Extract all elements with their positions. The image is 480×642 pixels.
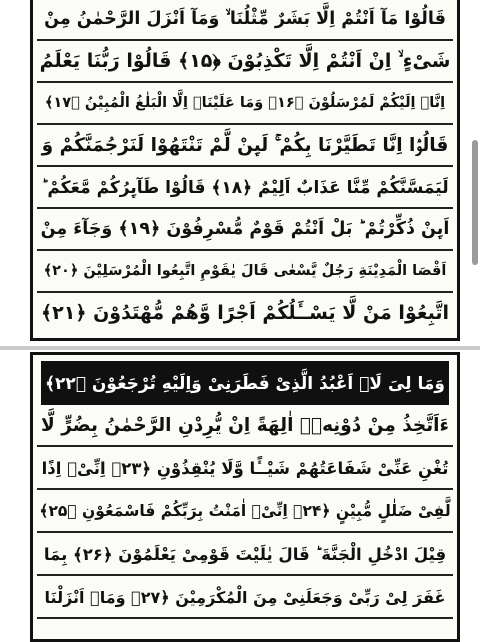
verse-line: قَالُوْا مَآ اَنْتُمْ اِلَّا بَشَرٌ مِّثْلُنَا ۙ وَمَآ اَنْزَلَ الرَّحْمٰنُ مِنْ [37, 0, 453, 41]
verse-line: تُغْنِ عَنِّیْ شَفَاعَتُهُمْ شَیْــًٔا وَّلَا یُنْقِذُوْنِ ﴿۲۳﴾ اِنِّیْۤ اِذًا [37, 448, 453, 490]
page-divider [0, 346, 480, 350]
verse-line: اتَّبِعُوْا مَنْ لَّا یَسْــَٔلُكُمْ اَجْرًا وَّهُمْ مُّهْتَدُوْنَ ﴿۲۱﴾ [41, 302, 449, 324]
verse-line: قِیْلَ ادْخُلِ الْجَنَّةَ ؕ قَالَ یٰلَیْتَ قَوْمِیْ یَعْلَمُوْنَ ﴿۲۶﴾ بِمَا [37, 534, 453, 576]
verse-line: غَفَرَ لِیْ رَبِّیْ وَجَعَلَنِیْ مِنَ الْمُكْرَمِیْنَ ﴿۲۷﴾ وَمَاۤ اَنْزَلْنَا [37, 577, 453, 619]
verse-line: قَالُوْۤا اِنَّا تَطَیَّرْنَا بِكُمْ ۚ لَىِٕنْ لَّمْ تَنْتَهُوْا لَنَرْجُمَنَّكُمْ وَ [37, 125, 453, 167]
verse-line: ءَاَتَّخِذُ مِنْ دُوْنِهٖۤ اٰلِهَةً اِنْ یُّرِدْنِ الرَّحْمٰنُ بِضُرٍّ لَّا [37, 405, 453, 447]
scrollbar-thumb[interactable] [472, 140, 478, 265]
top-page [30, 0, 460, 341]
verse-line: لَّفِیْ ضَلٰلٍ مُّبِیْنٍ ﴿۲۴﴾ اِنِّیْۤ اٰمَنْتُ بِرَبِّكُمْ فَاسْمَعُوْنِ ﴿۲۵﴾ [37, 491, 453, 533]
bottom-page [30, 352, 460, 642]
verse-banner: وَمَا لِیَ لَاۤ اَعْبُدُ الَّذِیْ فَطَرَنِیْ وَاِلَیْهِ تُرْجَعُوْنَ ﴿۲۲﴾ [41, 361, 449, 405]
verse-line: اَىِٕنْ ذُكِّرْتُمْ ؕ بَلْ اَنْتُمْ قَوْمٌ مُّسْرِفُوْنَ ﴿۱۹﴾ وَجَآءَ مِنْ [37, 209, 453, 251]
verse-line: اَقْصَا الْمَدِیْنَةِ رَجُلٌ یَّسْعٰى قَالَ یٰقَوْمِ اتَّبِعُوا الْمُرْسَلِیْنَ ﴿۲۰﴾ [37, 251, 453, 293]
verse-line: شَیْءٍ ۙ اِنْ اَنْتُمْ اِلَّا تَكْذِبُوْنَ ﴿۱۵﴾ قَالُوْا رَبُّنَا یَعْلَمُ [37, 41, 453, 83]
verse-line: اِنَّاۤ اِلَیْكُمْ لَمُرْسَلُوْنَ ﴿۱۶﴾ وَمَا عَلَیْنَاۤ اِلَّا الْبَلٰغُ الْمُبِیْنُ ﴿۱۷﴾ [37, 83, 453, 125]
verse-line: لَیَمَسَّنَّكُمْ مِّنَّا عَذَابٌ اَلِیْمٌ ﴿۱۸﴾ قَالُوْا طَآىِٕرُكُمْ مَّعَكُمْ ؕ [37, 167, 453, 209]
